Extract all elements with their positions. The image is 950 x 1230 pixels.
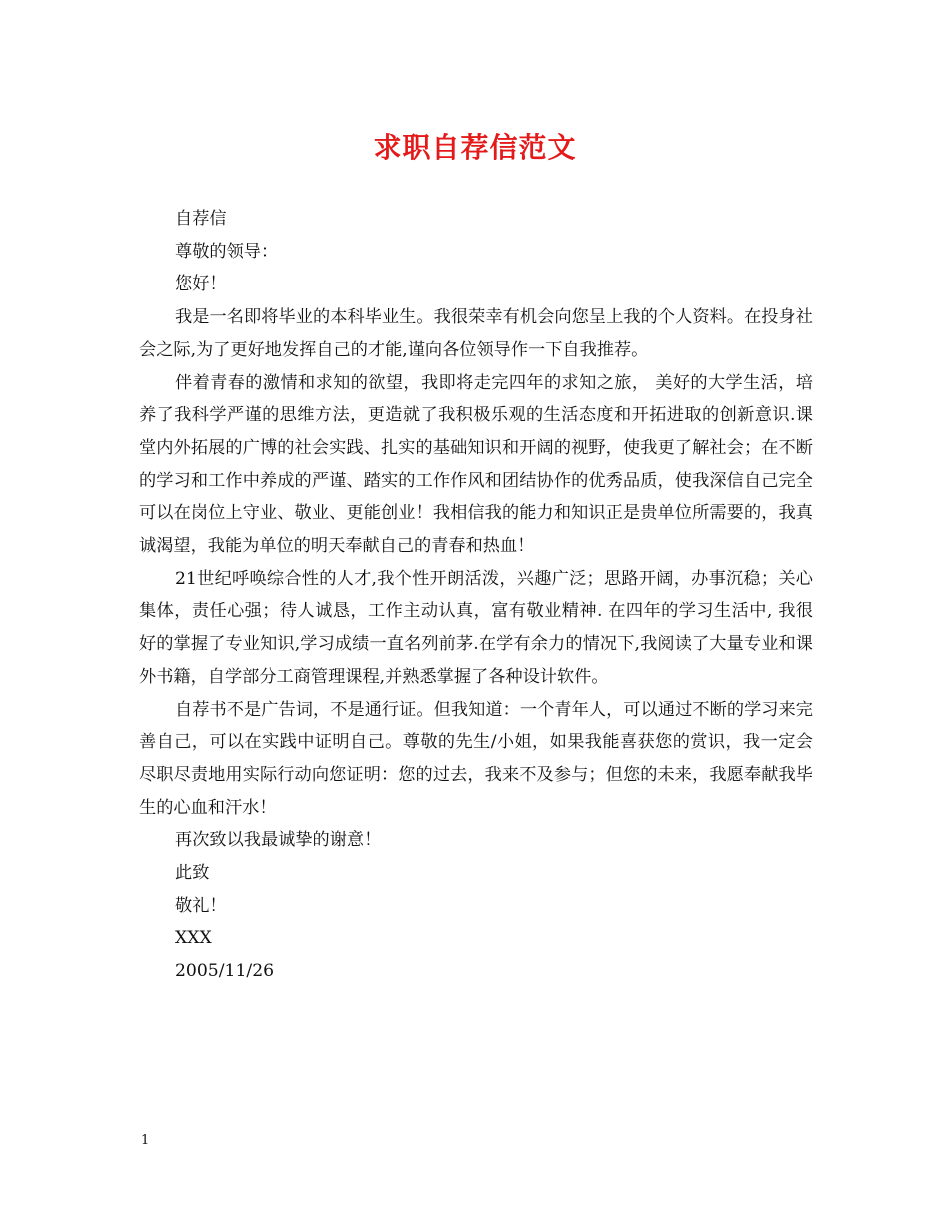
letter-greeting: 您好！ — [175, 274, 227, 295]
page-number: 1 — [141, 1133, 150, 1148]
signature: XXX — [175, 928, 212, 949]
closing-respect-1: 此致 — [175, 863, 210, 884]
letter-recipient: 尊敬的领导： — [175, 241, 279, 262]
letter-date: 2005/11/26 — [175, 961, 275, 982]
letter-heading: 自荐信 — [175, 209, 227, 229]
paragraph-education: 伴着青春的激情和求知的欲望，我即将走完四年的求知之旅， 美好的大学生活，培养了我科学严谨的思维方法，更造就了我积极乐观的生活态度和开拓进取的创新意识.课堂内外拓展的广博的社会实践、扎实的基础知识和开阔的视野，使我更了解社会；在不断的学习和工作中养成的严谨、踏实的工作作风和团结协作的优秀品质，使我深信自己完全可以在岗位上守业、敬业、更能创业！我相信我的能力和知识正是贵单位所需要的，我真诚渴望，我能为单位的明天奉献自己的青春和热血！ — [139, 372, 813, 557]
closing-thanks: 再次致以我最诚挚的谢意！ — [175, 830, 382, 851]
paragraph-commitment: 自荐书不是广告词，不是通行证。但我知道：一个青年人，可以通过不断的学习来完善自己，可以在实践中证明自己。尊敬的先生/小姐，如果我能喜获您的赏识，我一定会尽职尽责地用实际行动向您证明：您的过去，我来不及参与；但您的未来，我愿奉献我毕生的心血和汗水！ — [139, 699, 813, 818]
letter-body — [139, 203, 813, 988]
paragraph-introduction: 我是一名即将毕业的本科毕业生。我很荣幸有机会向您呈上我的个人资料。在投身社会之际,为了更好地发挥自己的才能,谨向各位领导作一下自我推荐。 — [139, 307, 813, 360]
closing-respect-2: 敬礼！ — [175, 895, 227, 916]
paragraph-personality: 21世纪呼唤综合性的人才,我个性开朗活泼，兴趣广泛；思路开阔，办事沉稳；关心集体，责任心强；待人诚恳，工作主动认真，富有敬业精神. 在四年的学习生活中, 我很好的掌握了专业知识,学习成绩一直名列前茅.在学有余力的情况下,我阅读了大量专业和课外书籍，自学部分工商管理课程,并熟悉掌握了各种设计软件。 — [139, 568, 813, 687]
document-title: 求职自荐信范文 — [373, 131, 577, 164]
